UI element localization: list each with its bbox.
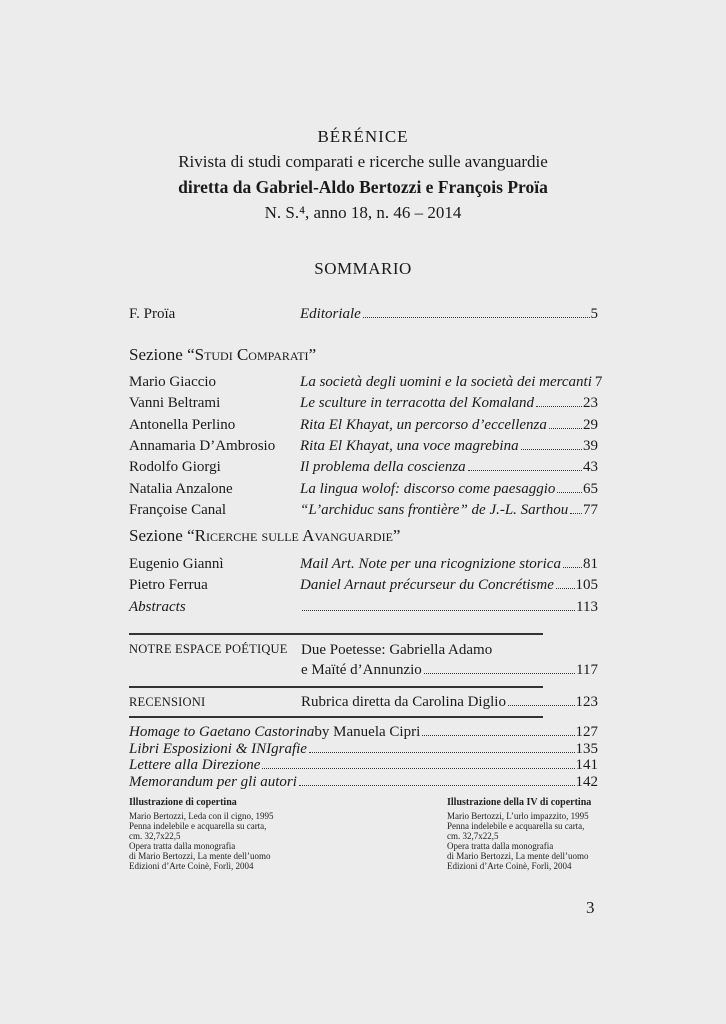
- dot-leader: [557, 491, 582, 493]
- magazine-directors: diretta da Gabriel-Aldo Bertozzi e François Proïa: [178, 177, 548, 197]
- divider-line: [129, 633, 543, 635]
- caption-line: cm. 32,7x22,5: [447, 831, 499, 841]
- toc-entry: [129, 393, 598, 413]
- dot-leader: [521, 448, 582, 450]
- cover-illustration-caption: [129, 798, 273, 871]
- caption-line: di Mario Bertozzi, La mente dell’uomo: [447, 851, 589, 861]
- recensioni-entry: [301, 692, 598, 712]
- magazine-name: BÉRÉNICE: [317, 127, 409, 146]
- caption-line: Opera tratta dalla monografia: [129, 841, 236, 851]
- toc-page: 29: [583, 416, 598, 433]
- toc-page: 5: [590, 306, 598, 322]
- back-cover-illustration-caption: [447, 798, 591, 871]
- toc-title: Le sculture in terracotta del Komaland: [300, 395, 535, 412]
- sommario-heading: SOMMARIO: [314, 259, 412, 278]
- toc-page: 105: [575, 577, 598, 594]
- toc-page: 39: [583, 437, 598, 454]
- toc-title: La società degli uomini e la società dei mercanti: [300, 374, 592, 390]
- dot-leader: [302, 609, 575, 611]
- dot-leader: [508, 704, 575, 706]
- toc-entry: [129, 372, 603, 392]
- toc-page: 43: [583, 459, 598, 476]
- toc-page: 23: [583, 395, 598, 412]
- toc-entry: [129, 554, 598, 574]
- toc-title: Memorandum per gli autori: [129, 773, 297, 790]
- toc-entry: [129, 575, 598, 595]
- page-number: 3: [586, 898, 595, 917]
- toc-title: Mail Art. Note per una ricognizione storica: [300, 556, 561, 572]
- toc-author: Françoise Canal: [129, 501, 227, 518]
- toc-author: Pietro Ferrua: [129, 577, 208, 594]
- caption-line: Opera tratta dalla monografia: [447, 841, 554, 851]
- toc-entry: [129, 500, 598, 520]
- toc-author: Antonella Perlino: [129, 416, 236, 433]
- dot-leader: [556, 587, 575, 589]
- section-name: Ricerche sulle Avanguardie: [194, 526, 393, 545]
- dot-leader: [363, 316, 590, 318]
- toc-title: Lettere alla Direzione: [129, 757, 261, 773]
- toc-page: 142: [575, 773, 598, 790]
- caption-line: Edizioni d’Arte Coinè, Forlì, 2004: [447, 861, 572, 871]
- notre-espace-entry: [301, 660, 598, 680]
- toc-title: Libri Esposizioni & INIgrafie: [129, 740, 307, 757]
- toc-title: Editoriale: [300, 306, 361, 322]
- toc-title: Daniel Arnaut précurseur du Concrétisme: [300, 577, 554, 594]
- dot-leader: [422, 734, 574, 736]
- issue-number: N. S.⁴, anno 18, n. 46 – 2014: [264, 203, 462, 222]
- toc-author: Natalia Anzalone: [129, 480, 233, 497]
- toc-page: 77: [583, 501, 598, 518]
- toc-title: e Maïté d’Annunzio: [301, 662, 422, 678]
- dot-leader: [309, 751, 575, 753]
- notre-espace-label: NOTRE ESPACE POÉTIQUE: [129, 642, 288, 656]
- caption-line: Mario Bertozzi, Leda con il cigno, 1995: [129, 811, 274, 821]
- divider-line: [129, 686, 543, 688]
- dot-leader: [536, 405, 582, 407]
- recensioni-label: RECENSIONI: [129, 695, 206, 709]
- caption-line: Penna indelebile e acquarella su carta,: [447, 821, 585, 831]
- toc-page: 127: [575, 724, 598, 740]
- toc-entry: [129, 597, 598, 617]
- toc-page: 113: [576, 598, 598, 615]
- toc-entry: [129, 436, 598, 456]
- toc-page: 65: [583, 480, 598, 497]
- dot-leader: [468, 469, 582, 471]
- caption-heading: Illustrazione di copertina: [129, 797, 237, 808]
- toc-title: Il problema della coscienza: [300, 459, 466, 476]
- divider-line: [129, 716, 543, 718]
- section-name: Studi Comparati: [194, 345, 309, 364]
- dot-leader: [563, 566, 582, 568]
- toc-page: 7: [594, 374, 603, 390]
- toc-page: 81: [583, 556, 598, 572]
- toc-author: Vanni Beltrami: [129, 395, 221, 412]
- section-heading-studi-comparati: Sezione “Studi Comparati”: [129, 345, 317, 364]
- toc-byline: by Manuela Cipri: [314, 724, 421, 740]
- toc-entry: [129, 457, 598, 477]
- toc-title: “L’archiduc sans frontière” de J.-L. Sarthou: [300, 501, 569, 518]
- toc-entry-editorial: [129, 304, 598, 324]
- dot-leader: [299, 784, 575, 786]
- caption-line: Penna indelebile e acquarella su carta,: [129, 821, 267, 831]
- caption-line: cm. 32,7x22,5: [129, 831, 181, 841]
- toc-entry: [129, 479, 598, 499]
- toc-author: Rodolfo Giorgi: [129, 459, 221, 476]
- toc-page: 117: [576, 662, 598, 678]
- toc-page: 135: [575, 740, 598, 757]
- toc-author: Annamaria D’Ambrosio: [129, 437, 276, 454]
- caption-line: Mario Bertozzi, L’urlo impazzito, 1995: [447, 811, 589, 821]
- toc-title: Rita El Khayat, un percorso d’eccellenza: [300, 416, 547, 433]
- toc-entry: [129, 415, 598, 435]
- toc-author: Mario Giaccio: [129, 374, 217, 390]
- toc-author: Eugenio Giannì: [129, 556, 224, 572]
- caption-line: di Mario Bertozzi, La mente dell’uomo: [129, 851, 271, 861]
- notre-espace-line1: Due Poetesse: Gabriella Adamo: [301, 642, 493, 658]
- toc-title: Homage to Gaetano Castorina: [129, 724, 315, 740]
- dot-leader: [424, 672, 575, 674]
- toc-page: 141: [575, 757, 598, 773]
- magazine-subtitle: Rivista di studi comparati e ricerche sulle avanguardie: [178, 152, 548, 171]
- toc-title: La lingua wolof: discorso come paesaggio: [300, 480, 556, 497]
- caption-heading: Illustrazione della IV di copertina: [447, 797, 592, 808]
- dot-leader: [549, 427, 582, 429]
- dot-leader: [570, 512, 582, 514]
- caption-line: Edizioni d’Arte Coinè, Forlì, 2004: [129, 861, 254, 871]
- dot-leader: [262, 767, 574, 769]
- toc-entry: [129, 772, 598, 792]
- toc-author: Abstracts: [129, 598, 186, 615]
- toc-page: 123: [575, 694, 598, 710]
- section-heading-ricerche-avanguardie: Sezione “Ricerche sulle Avanguardie”: [129, 526, 401, 545]
- toc-title: Rita El Khayat, una voce magrebina: [300, 437, 519, 454]
- toc-title: Rubrica diretta da Carolina Diglio: [301, 694, 506, 710]
- toc-author: F. Proïa: [129, 306, 176, 322]
